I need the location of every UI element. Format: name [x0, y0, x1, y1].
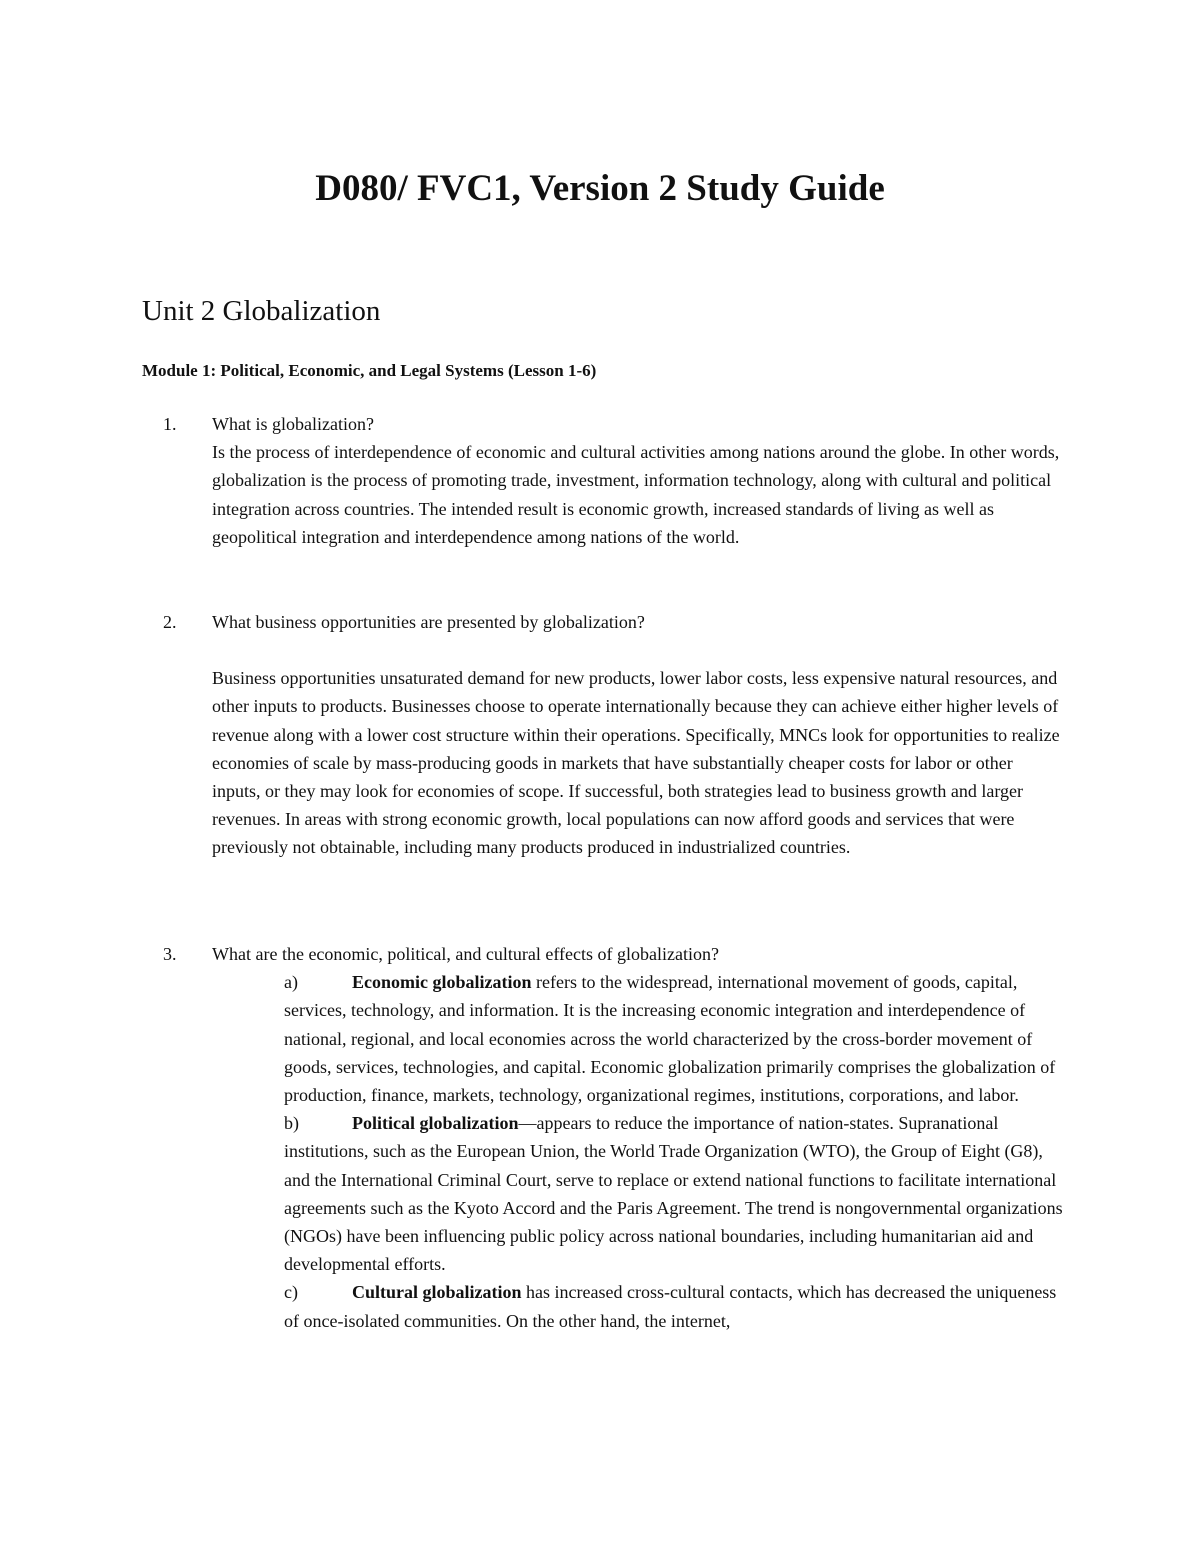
- question-2: [142, 608, 1062, 862]
- list-item-economic: [284, 968, 1064, 1109]
- answer-text: Business opportunities unsaturated demand for new products, lower labor costs, less expensive natural resources, and other inputs to products. Businesses choose to operate internationally because they can achieve either higher levels of revenue along with a lower cost structure within their operations. Specifically, MNCs look for opportunities to realize economies of scale by mass-producing goods in markets that have substantially cheaper costs for labor or other inputs, or they may look for economies of scope. If successful, both strategies lead to business growth and larger revenues. In areas with strong economic growth, local populations can now afford goods and services that were previously not obtainable, including many products produced in industrialized countries.: [212, 668, 1060, 858]
- module-heading: Module 1: Political, Economic, and Legal Systems (Lesson 1-6): [142, 361, 597, 380]
- list-item-cultural: [284, 1278, 1064, 1334]
- unit-heading: Unit 2 Globalization: [142, 295, 381, 327]
- answer-text: Is the process of interdependence of economic and cultural activities among nations around the globe. In other words, globalization is the process of promoting trade, investment, information technology, along with cultural and political integration across countries. The intended result is economic growth, increased standards of living as well as geopolitical integration and interdependence among nations of the world.: [212, 442, 1060, 547]
- list-item-letter: a): [284, 972, 298, 993]
- question-text: What are the economic, political, and cultural effects of globalization?: [212, 944, 719, 964]
- effects-list: [284, 968, 1064, 1335]
- list-item-term: Economic globalization: [352, 972, 532, 993]
- question-1: [142, 410, 1062, 551]
- list-item-letter: b): [284, 1113, 299, 1134]
- list-item-political: [284, 1109, 1064, 1278]
- question-3: [142, 940, 1062, 1335]
- list-item-text: —appears to reduce the importance of nation-states. Supranational institutions, such as the European Union, the World Trade Organization (WTO), the Group of Eight (G8), and the International Criminal Court, serve to replace or extend national functions to facilitate international agreements such as the Kyoto Accord and the Paris Agreement. The trend is nongovernmental organizations (NGOs) have been influencing public policy across national boundaries, including humanitarian aid and developmental efforts.: [284, 1113, 1063, 1275]
- question-number: 1.: [163, 414, 177, 434]
- list-item-term: Political globalization: [352, 1113, 519, 1134]
- question-text: What business opportunities are presented by globalization?: [212, 612, 645, 632]
- document-title: D080/ FVC1, Version 2 Study Guide: [315, 168, 885, 209]
- question-text: What is globalization?: [212, 414, 374, 434]
- question-number: 2.: [163, 612, 177, 632]
- list-item-text: has increased cross-cultural contacts, which has decreased the uniqueness of once-isolated communities. On the other hand, the internet,: [284, 1282, 1057, 1331]
- list-item-text: refers to the widespread, international movement of goods, capital, services, technology, and information. It is the increasing economic integration and interdependence of national, regional, and local economies across the world characterized by the cross-border movement of goods, services, technologies, and capital. Economic globalization primarily comprises the globalization of production, finance, markets, technology, organizational regimes, institutions, corporations, and labor.: [284, 972, 1056, 1106]
- question-number: 3.: [163, 944, 177, 964]
- list-item-letter: c): [284, 1282, 298, 1303]
- list-item-term: Cultural globalization: [352, 1282, 522, 1303]
